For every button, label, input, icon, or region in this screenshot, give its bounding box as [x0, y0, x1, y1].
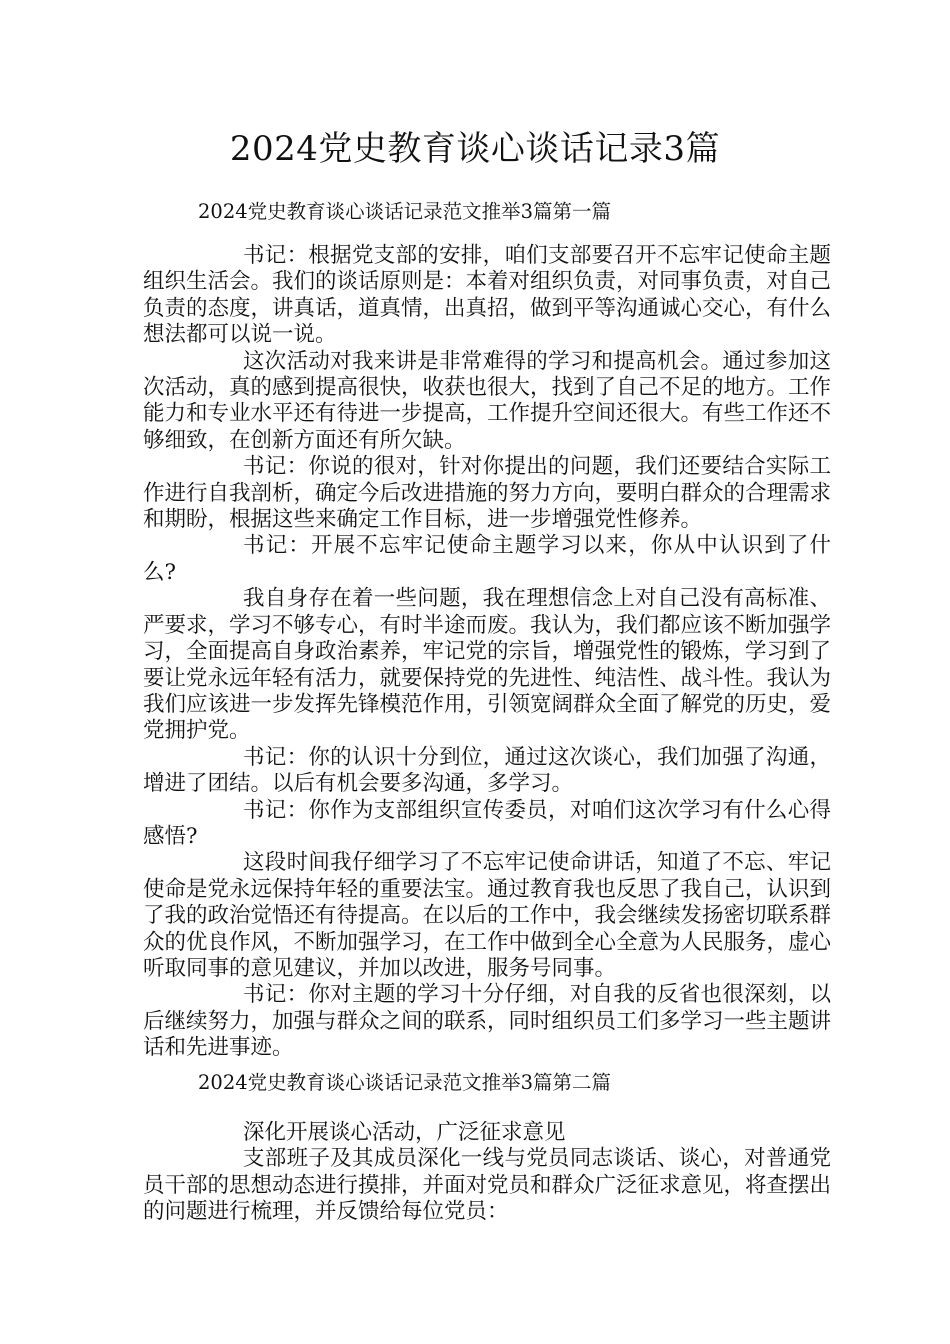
paragraph: 支部班子及其成员深化一线与党员同志谈话、谈心，对普通党员干部的思想动态进行摸排，并面对党员和群众广泛征求意见，将查摆出的问题进行梳理，并反馈给每位党员： — [143, 1146, 832, 1225]
paragraph: 我自身存在着一些问题，我在理想信念上对自己没有高标准、严要求，学习不够专心，有时半途而废。我认为，我们都应该不断加强学习，全面提高自身政治素养，牢记党的宗旨，增强党性的锻炼，学习到了要让党永远年轻有活力，就要保持党的先进性、纯洁性、战斗性。我认为我们应该进一步发挥先锋模范作用，引领宽阔群众全面了解党的历史，爱党拥护党。 — [143, 586, 832, 744]
paragraph: 书记：你对主题的学习十分仔细，对自我的反省也很深刻，以后继续努力，加强与群众之间的联系，同时组织员工们多学习一些主题讲话和先进事迹。 — [143, 982, 832, 1061]
paragraph: 深化开展谈心活动，广泛征求意见 — [243, 1120, 566, 1145]
section-2-body — [143, 1120, 831, 1226]
paragraph: 书记：开展不忘牢记使命主题学习以来，你从中认识到了什么? — [143, 533, 831, 585]
paragraph: 书记：你的认识十分到位，通过这次谈心，我们加强了沟通，增进了团结。以后有机会要多沟通，多学习。 — [143, 744, 831, 797]
paragraph: 书记：你作为支部组织宣传委员，对咱们这次学习有什么心得感悟? — [143, 797, 831, 849]
paragraph: 这次活动对我来讲是非常难得的学习和提高机会。通过参加这次活动，真的感到提高很快，收获也很大，找到了自己不足的地方。工作能力和专业水平还有待进一步提高，工作提升空间还很大。有些工作还不够细致，在创新方面还有所欠缺。 — [143, 348, 832, 453]
section-2-heading: 2024党史教育谈心谈话记录范文推举3篇第二篇 — [198, 1071, 612, 1094]
section-1-body — [143, 243, 831, 1062]
paragraph: 这段时间我仔细学习了不忘牢记使命讲话，知道了不忘、牢记使命是党永远保持年轻的重要法宝。通过教育我也反思了我自己，认识到了我的政治觉悟还有待提高。在以后的工作中，我会继续发扬密切联系群众的优良作风，不断加强学习，在工作中做到全心全意为人民服务，虚心听取同事的意见建议，并加以改进，服务号同事。 — [143, 850, 832, 981]
paragraph: 书记：根据党支部的安排，咱们支部要召开不忘牢记使命主题组织生活会。我们的谈话原则是：本着对组织负责，对同事负责，对自己负责的态度，讲真话，道真情，出真招，做到平等沟通诚心交心，有什么想法都可以说一说。 — [143, 243, 832, 348]
paragraph: 书记：你说的很对，针对你提出的问题，我们还要结合实际工作进行自我剖析，确定今后改进措施的努力方向，要明白群众的合理需求和期盼，根据这些来确定工作目标，进一步增强党性修养。 — [143, 454, 832, 533]
section-1-heading: 2024党史教育谈心谈话记录范文推举3篇第一篇 — [198, 200, 612, 223]
document-title: 2024党史教育谈心谈话记录3篇 — [229, 129, 721, 169]
